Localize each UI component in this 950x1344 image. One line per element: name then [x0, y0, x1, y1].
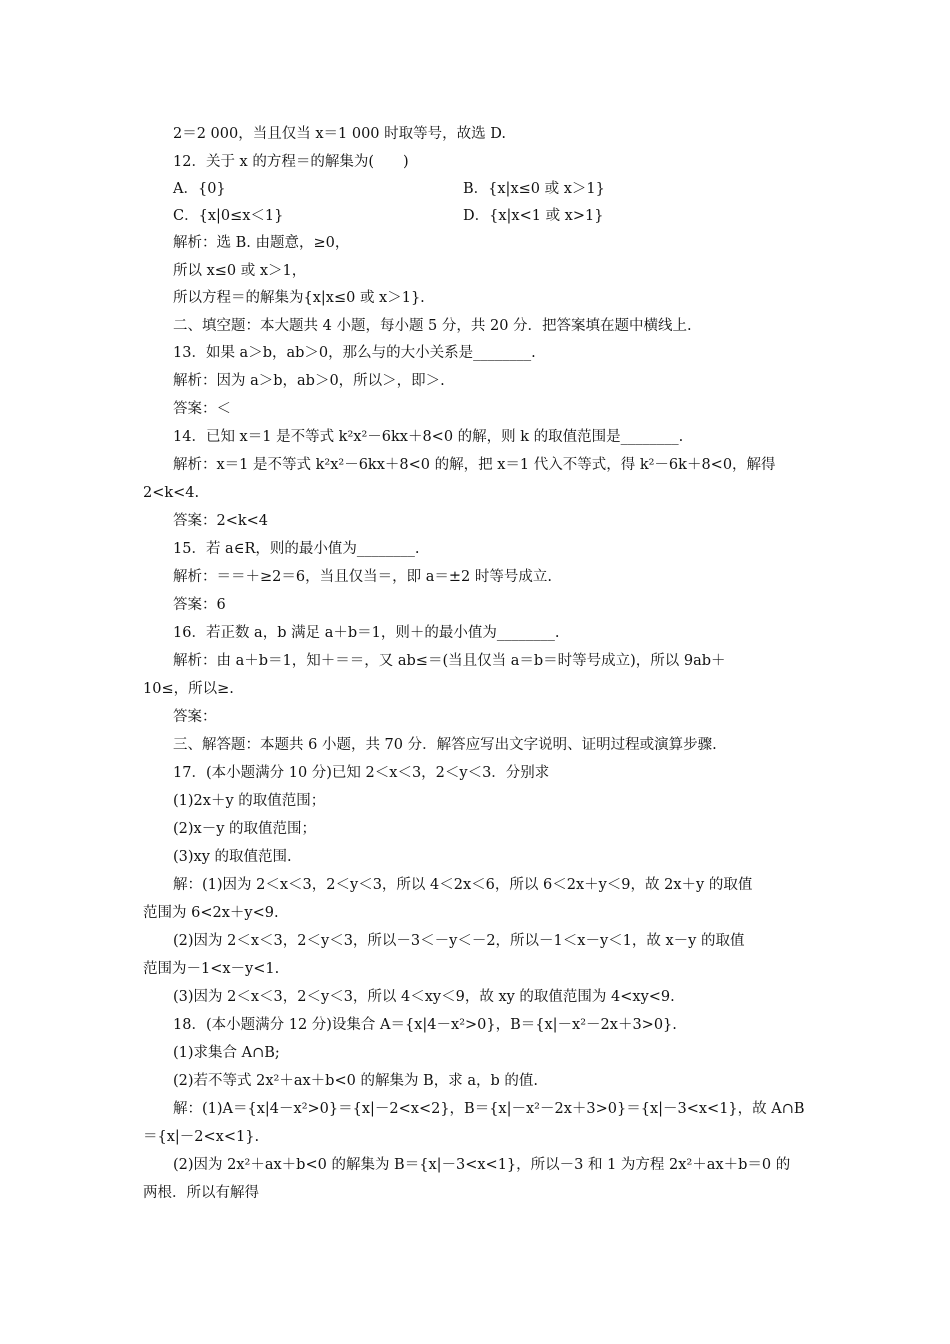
question-17: 17．(本小题满分 10 分)已知 2＜x＜3，2＜y＜3．分别求 [173, 765, 550, 781]
solution-line: (2)因为 2＜x＜3，2＜y＜3，所以－3＜－y＜－2，所以－1＜x－y＜1，故 x－y 的取值 [173, 933, 745, 949]
solution-line: 解：(1)因为 2＜x＜3，2＜y＜3，所以 4＜2x＜6，所以 6＜2x＋y＜9，故 2x＋y 的取值 [173, 877, 753, 893]
text-line: 范围为－1<x－y<1. [143, 961, 280, 977]
analysis-line: 解析：＝＝＋≥2＝6，当且仅当＝，即 a＝±2 时等号成立. [173, 569, 552, 585]
question-14: 14．已知 x＝1 是不等式 k²x²－6kx＋8<0 的解，则 k 的取值范围是________. [173, 429, 684, 445]
option-b: B．{x|x≤0 或 x＞1} [463, 181, 605, 197]
text-line: (2)x－y 的取值范围； [173, 821, 317, 837]
section-heading: 二、填空题：本大题共 4 小题，每小题 5 分，共 20 分．把答案填在题中横线上. [173, 318, 692, 334]
question-12: 12．关于 x 的方程＝的解集为( ) [173, 154, 409, 170]
question-15: 15．若 a∈R，则的最小值为________. [173, 541, 420, 557]
analysis-line: 解析：因为 a＞b，ab＞0，所以＞，即＞. [173, 373, 445, 389]
text-line: 2<k<4. [143, 485, 200, 501]
question-16: 16．若正数 a，b 满足 a＋b＝1，则＋的最小值为________. [173, 625, 560, 641]
text-line: (2)若不等式 2x²＋ax＋b<0 的解集为 B，求 a，b 的值. [173, 1073, 538, 1089]
answer-line: 答案：2<k<4 [173, 513, 269, 529]
option-a: A．{0} [173, 181, 226, 197]
text-line: 10≤，所以≥. [143, 681, 234, 697]
section-heading: 三、解答题：本题共 6 小题，共 70 分．解答应写出文字说明、证明过程或演算步骤. [173, 737, 717, 753]
question-18: 18．(本小题满分 12 分)设集合 A＝{x|4－x²>0}，B＝{x|－x²－2x＋3>0}. [173, 1017, 677, 1033]
text-line: 两根．所以有解得 [143, 1185, 259, 1201]
option-d: D．{x|x<1 或 x>1} [463, 208, 604, 224]
analysis-line: 解析：x＝1 是不等式 k²x²－6kx＋8<0 的解，把 x＝1 代入不等式，得 k²－6k＋8<0，解得 [173, 457, 776, 473]
solution-line: (2)因为 2x²＋ax＋b<0 的解集为 B＝{x|－3<x<1}，所以－3 和 1 为方程 2x²＋ax＋b＝0 的 [173, 1157, 791, 1173]
answer-line: 答案：6 [173, 597, 226, 613]
text-line: 所以方程＝的解集为{x|x≤0 或 x＞1}. [173, 290, 425, 306]
text-line: ＝{x|－2<x<1}. [143, 1129, 260, 1145]
text-line: (1)2x＋y 的取值范围； [173, 793, 326, 809]
solution-line: 解：(1)A＝{x|4－x²>0}＝{x|－2<x<2}，B＝{x|－x²－2x＋3>0}＝{x|－3<x<1}，故 A∩B [173, 1101, 805, 1117]
solution-line: (3)因为 2＜x＜3，2＜y＜3，所以 4＜xy＜9，故 xy 的取值范围为 4<xy<9. [173, 989, 675, 1005]
option-c: C．{x|0≤x＜1} [173, 208, 284, 224]
question-13: 13．如果 a＞b，ab＞0，那么与的大小关系是________. [173, 345, 536, 361]
text-line: 范围为 6<2x＋y<9. [143, 905, 279, 921]
answer-line: 答案：＜ [173, 401, 231, 417]
analysis-line: 解析：选 B. 由题意，≥0， [173, 235, 350, 251]
answer-line: 答案： [173, 709, 217, 725]
text-line: 2＝2 000，当且仅当 x＝1 000 时取等号，故选 D. [173, 126, 506, 142]
analysis-line: 解析：由 a＋b＝1，知＋＝＝，又 ab≤＝(当且仅当 a＝b＝时等号成立)，所以 9ab＋ [173, 653, 726, 669]
text-line: 所以 x≤0 或 x＞1， [173, 263, 307, 279]
text-line: (3)xy 的取值范围. [173, 849, 292, 865]
text-line: (1)求集合 A∩B; [173, 1045, 280, 1061]
